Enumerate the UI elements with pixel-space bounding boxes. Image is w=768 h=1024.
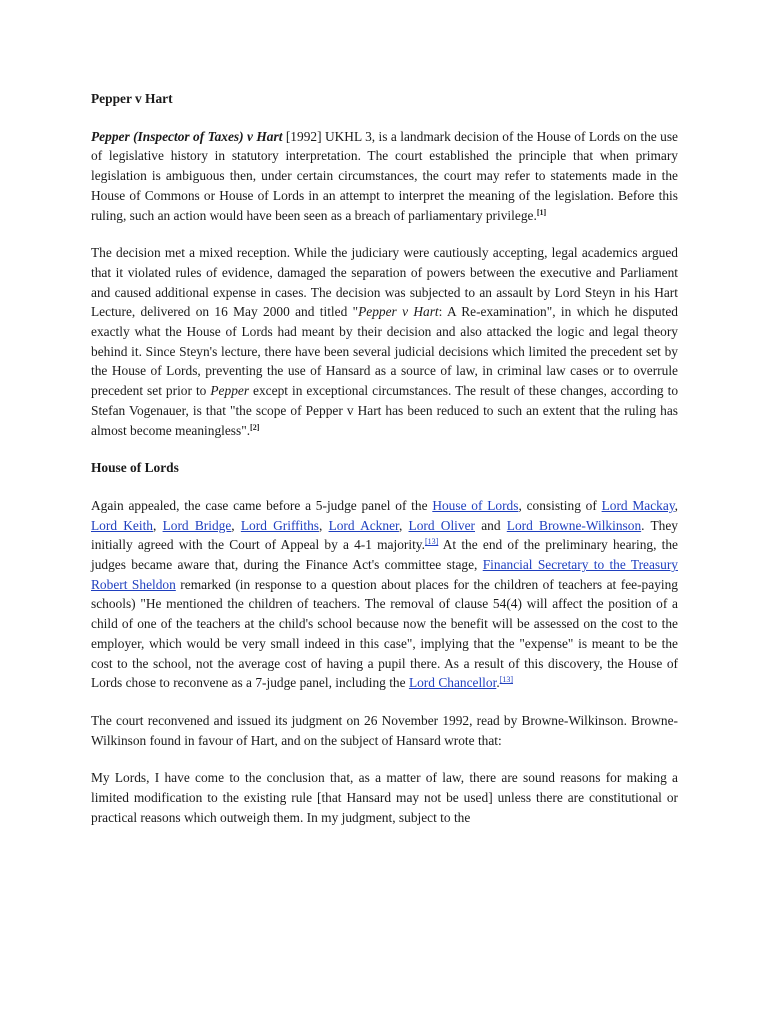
judgment-paragraph: The court reconvened and issued its judgment on 26 November 1992, read by Browne-Wilkinson. Browne-Wilkinson found in favour of Hart, and on the subject of Hansard wrote that: — [91, 712, 678, 748]
footnote-link[interactable]: [13] — [424, 537, 439, 547]
footnote-ref[interactable]: [2] — [250, 422, 260, 432]
section-heading: House of Lords — [91, 460, 179, 476]
document-page — [91, 89, 678, 846]
link-lord-chancellor[interactable]: Lord Chancellor — [408, 675, 497, 691]
link-robert-sheldon[interactable]: Robert Sheldon — [91, 576, 176, 592]
quote-paragraph: My Lords, I have come to the conclusion that, as a matter of law, there are sound reasons for making a limited modification to the existing rule [that Hansard may not be used] unless there are constitutional or practical reasons which outweigh them. In my judgment, subject to the — [91, 770, 678, 825]
reception-paragraph: The decision met a mixed reception. While the judiciary were cautiously accepting, legal academics argued that it violated rules of evidence, damaged the separation of powers between the executive and Parliament and caused additional expense in cases. The decision was subjected to an assault by Lord Steyn in his Hart Lecture, delivered on 16 May 2000 and titled "Pepper v Hart: A Re-examination", in which he disputed exactly what the House of Lords had meant by their decision and also attacked the logic and legal theory behind it. Since Steyn's lecture, there have been several judicial decisions which limited the precedent set by the House of Lords, preventing the use of Hansard as a source of law, in criminal law cases or to overrule precedent set prior to Pepper except in exceptional circumstances. The result of these changes, according to Stefan Vogenauer, is that "the scope of Pepper v Hart has been reduced to such an extent that the ruling has almost become meaningless".[2] — [91, 245, 679, 438]
link-house-of-lords[interactable]: House of Lords — [432, 497, 519, 513]
link-lord-keith[interactable]: Lord Keith — [91, 517, 153, 533]
link-lord-griffiths[interactable]: Lord Griffiths — [240, 517, 319, 533]
link-lord-browne-wilkinson[interactable]: Lord Browne-Wilkinson — [506, 517, 642, 533]
footnote-ref[interactable]: [1] — [536, 207, 547, 217]
house-of-lords-paragraph: Again appealed, the case came before a 5-judge panel of the House of Lords, consisting of Lord Mackay, Lord Keith, Lord Bridge, Lord Griffiths, Lord Ackner, Lord Oliver and Lord Browne-Wilkinson. They initially agreed with the Court of Appeal by a 4-1 majority.[13] At the end of the preliminary hearing, the judges became aware that, during the Finance Act's committee stage, Financial Secretary to the Treasury Robert Sheldon remarked (in response to a question about places for the children of teachers at fee-paying schools) "He mentioned the children of teachers. The removal of clause 54(4) will affect the position of a child of one of the teachers at the child's school because now the benefit will be assessed on the cost to the employer, which would be very small indeed in this case", implying that the "expense" is meant to be the cost to the school, not the average cost of having a pupil there. As a result of this discovery, the House of Lords chose to reconvene as a 7-judge panel, including the Lord Chancellor.[13] — [91, 497, 679, 691]
link-lord-oliver[interactable]: Lord Oliver — [408, 517, 475, 533]
intro-paragraph: Pepper (Inspector of Taxes) v Hart [1992] UKHL 3, is a landmark decision of the House of Lords on the use of legislative history in statutory interpretation. The court established the principle that when primary legislation is ambiguous then, under certain circumstances, the court may refer to statements made in the House of Commons or House of Lords in an attempt to interpret the meaning of the legislation. Before this ruling, such an action would have been seen as a breach of parliamentary privilege.[1] — [91, 128, 678, 223]
link-lord-mackay[interactable]: Lord Mackay — [601, 497, 675, 513]
link-lord-ackner[interactable]: Lord Ackner — [328, 517, 399, 533]
case-name: Pepper (Inspector of Taxes) v Hart — [91, 128, 283, 144]
footnote-link[interactable]: [13] — [499, 675, 514, 685]
link-lord-bridge[interactable]: Lord Bridge — [162, 517, 232, 533]
page-title: Pepper v Hart — [91, 91, 173, 106]
link-financial-secretary[interactable]: Financial Secretary to the Treasury — [482, 557, 678, 573]
